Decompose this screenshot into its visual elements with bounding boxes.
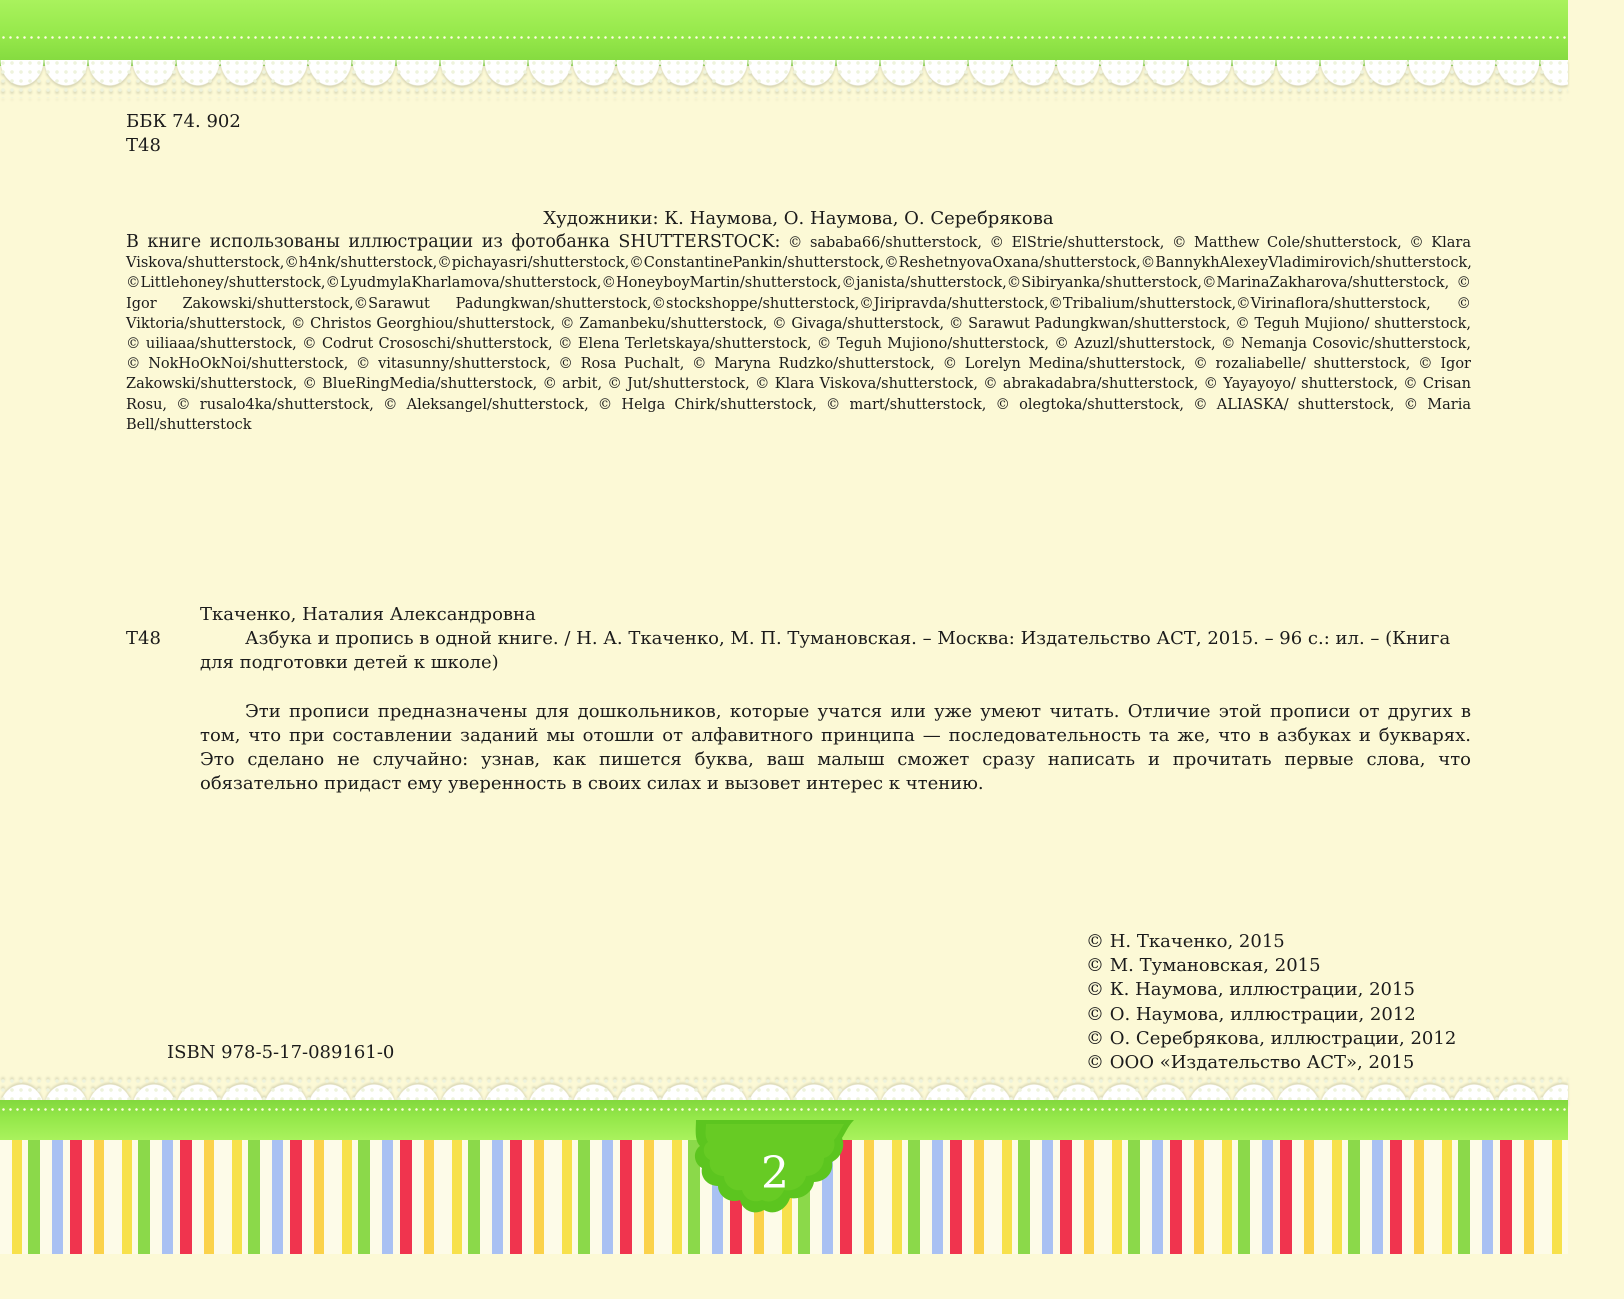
copyright-line: © О. Серебрякова, иллюстрации, 2012 bbox=[1086, 1027, 1457, 1049]
credits-lead: В книге использованы иллюстрации из фотобанка SHUTTERSTOCK: bbox=[126, 232, 781, 252]
catalog-author: Ткаченко, Наталия Александровна bbox=[200, 604, 536, 625]
photo-credits bbox=[126, 232, 1471, 435]
illustrators-line: Художники: К. Наумова, О. Наумова, О. Серебрякова bbox=[543, 208, 1054, 229]
page-number: 2 bbox=[761, 1148, 789, 1199]
catalog-description: Азбука и пропись в одной книге. / Н. А. Ткаченко, М. П. Тумановская. – Москва: Издательство АСТ, 2015. – 96 с.: ил. – (Книга для подготовки детей к школе) bbox=[200, 628, 1451, 673]
top-green-ribbon bbox=[0, 0, 1568, 66]
copyright-list bbox=[1086, 930, 1456, 1075]
copyright-line: © К. Наумова, иллюстрации, 2015 bbox=[1086, 979, 1415, 1001]
bbk-code: ББК 74. 902 bbox=[126, 111, 241, 132]
copyright-line: © Н. Ткаченко, 2015 bbox=[1086, 931, 1285, 952]
copyright-line: © О. Наумова, иллюстрации, 2012 bbox=[1086, 1003, 1416, 1025]
author-mark-code: Т48 bbox=[126, 135, 161, 156]
copyright-line: © М. Тумановская, 2015 bbox=[1086, 955, 1321, 977]
classification-block bbox=[126, 110, 241, 158]
catalog-annotation: Эти прописи предназначены для дошкольников, которые учатся или уже умеют читать. Отличие этой прописи от других в том, что при составлении заданий мы отошли от алфавитного принципа — последовательность та же, что в азбуках и букварях. Это сделано не случайно: узнав, как пишется буква, ваш малыш сможет сразу написать и прочитать первые слова, что обязательно придаст ему уверенность в своих силах и вызовет интерес к чтению. bbox=[200, 701, 1471, 794]
isbn: ISBN 978-5-17-089161-0 bbox=[167, 1042, 395, 1063]
catalog-code: Т48 bbox=[126, 628, 161, 649]
credits-list: © sababa66/shutterstock, © ElStrie/shutterstock, © Matthew Cole/shutterstock, © Klara Viskova/shutterstock,©h4nk/shutterstock,©pichayasri/shutterstock,©ConstantinePankin/shutterstock,©ReshetnyovaOxana/shutterstock,©BannykhAlexeyVladimirovich/shutterstock, ©Littlehoney/shutterstock,©LyudmylaKharlamova/shutterstock,©HoneyboyMartin/shutterstock,©janista/shutterstock,©Sibiryanka/shutterstock,©MarinaZakharova/shutterstock, © Igor Zakowski/shutterstock,©Sarawut Padungkwan/shutterstock,©stockshoppe/shutterstock,©Jiripravda/shutterstock,©Tribalium/shutterstock,©Virinaflora/shutterstock, © Viktoria/shutterstock, © Christos Georghiou/shutterstock, © Zamanbeku/shutterstock, © Givaga/shutterstock, © Sarawut Padungkwan/shutterstock, © Teguh Mujiono/ shutterstock, © uiliaaa/shutterstock, © Codrut Crososchi/shutterstock, © Elena Terletskaya/shutterstock, © Teguh Mujiono/shutterstock, © Azuzl/shutterstock, © Nemanja Cosovic/shutterstock, © NokHoOkNoi/shutterstock, © vitasunny/shutterstock, © Rosa Puchalt, © Maryna Rudzko/shutterstock, © Lorelyn Medina/shutterstock, © rozaliabelle/ shutterstock, © Igor Zakowski/shutterstock, © BlueRingMedia/shutterstock, © arbit, © Jut/shutterstock, © Klara Viskova/shutterstock, © abrakadabra/shutterstock, © Yayayoyo/ shutterstock, © Crisan Rosu, © rusalo4ka/shutterstock, © Aleksangel/shutterstock, © Helga Chirk/shutterstock, © mart/shutterstock, © olegtoka/shutterstock, © ALIASKA/ shutterstock, © Maria Bell/shutterstock bbox=[126, 235, 1472, 433]
top-lace-border bbox=[0, 60, 1568, 98]
copyright-line: © ООО «Издательство АСТ», 2015 bbox=[1086, 1052, 1415, 1074]
